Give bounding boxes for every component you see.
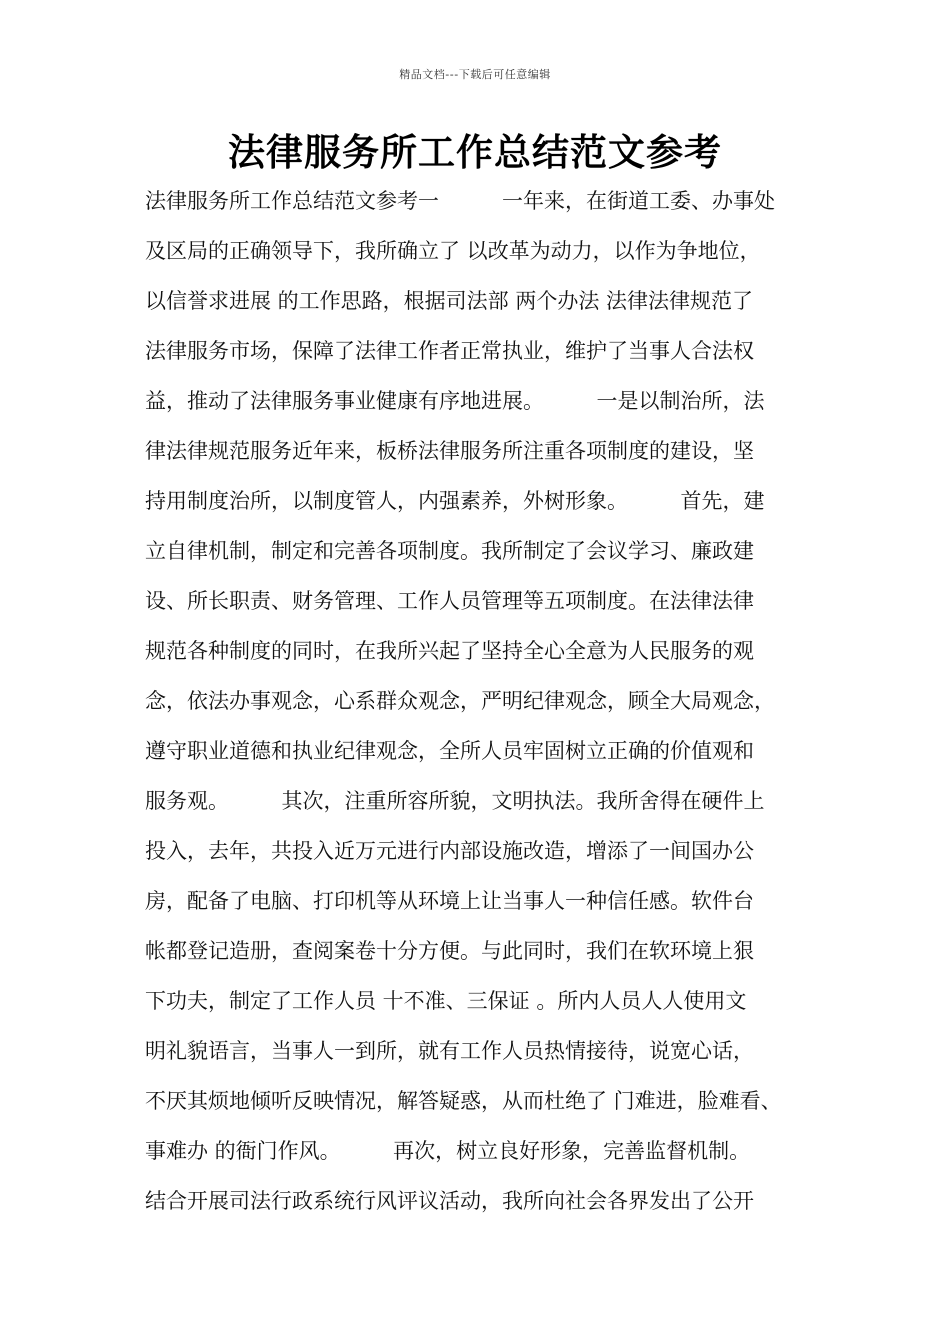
body-text-line: 法律服务所工作总结范文参考一 一年来，在街道工委、办事处 <box>145 189 775 213</box>
body-text-line: 遵守职业道德和执业纪律观念，全所人员牢固树立正确的价值观和 <box>145 739 754 763</box>
body-text-line: 明礼貌语言，当事人一到所，就有工作人员热情接待，说宽心话， <box>145 1039 754 1063</box>
body-text-line: 持用制度治所，以制度管人，内强素养，外树形象。 首先，建 <box>145 489 765 513</box>
body-text-line: 念，依法办事观念，心系群众观念，严明纪律观念，顾全大局观念， <box>145 689 775 713</box>
body-text-line: 房，配备了电脑、打印机等从环境上让当事人一种信任感。软件台 <box>145 889 754 913</box>
body-text-line: 不厌其烦地倾听反映情况，解答疑惑，从而杜绝了 门难进，脸难看、 <box>145 1089 782 1113</box>
body-text-line: 下功夫，制定了工作人员 十不准、三保证 。所内人员人人使用文 <box>145 989 747 1013</box>
body-text-line: 规范各种制度的同时，在我所兴起了坚持全心全意为人民服务的观 <box>145 639 754 663</box>
body-text-line: 以信誉求进展 的工作思路，根据司法部 两个办法 法律法律规范了 <box>145 289 754 313</box>
body-text-line: 结合开展司法行政系统行风评议活动，我所向社会各界发出了公开 <box>145 1189 754 1213</box>
body-text-line: 事难办 的衙门作风。 再次，树立良好形象，完善监督机制。 <box>145 1139 751 1163</box>
document-body <box>145 181 835 1231</box>
body-text-line: 服务观。 其次，注重所容所貌，文明执法。我所舍得在硬件上 <box>145 789 765 813</box>
body-text-line: 投入，去年，共投入近万元进行内部设施改造，增添了一间国办公 <box>145 839 754 863</box>
body-text-line: 及区局的正确领导下，我所确立了 以改革为动力，以作为争地位， <box>145 239 761 263</box>
body-text-line: 设、所长职责、财务管理、工作人员管理等五项制度。在法律法律 <box>145 589 754 613</box>
body-text-line: 法律服务市场，保障了法律工作者正常执业，维护了当事人合法权 <box>145 339 754 363</box>
header-note: 精品文档---下载后可任意编辑 <box>399 68 551 81</box>
body-text-line: 帐都登记造册，查阅案卷十分方便。与此同时，我们在软环境上狠 <box>145 939 754 963</box>
body-text-line: 立自律机制，制定和完善各项制度。我所制定了会议学习、廉政建 <box>145 539 754 563</box>
document-title: 法律服务所工作总结范文参考 <box>228 131 722 174</box>
body-text-line: 律法律规范服务近年来，板桥法律服务所注重各项制度的建设，坚 <box>145 439 754 463</box>
body-text-line: 益，推动了法律服务事业健康有序地进展。 一是以制治所，法 <box>145 389 765 413</box>
